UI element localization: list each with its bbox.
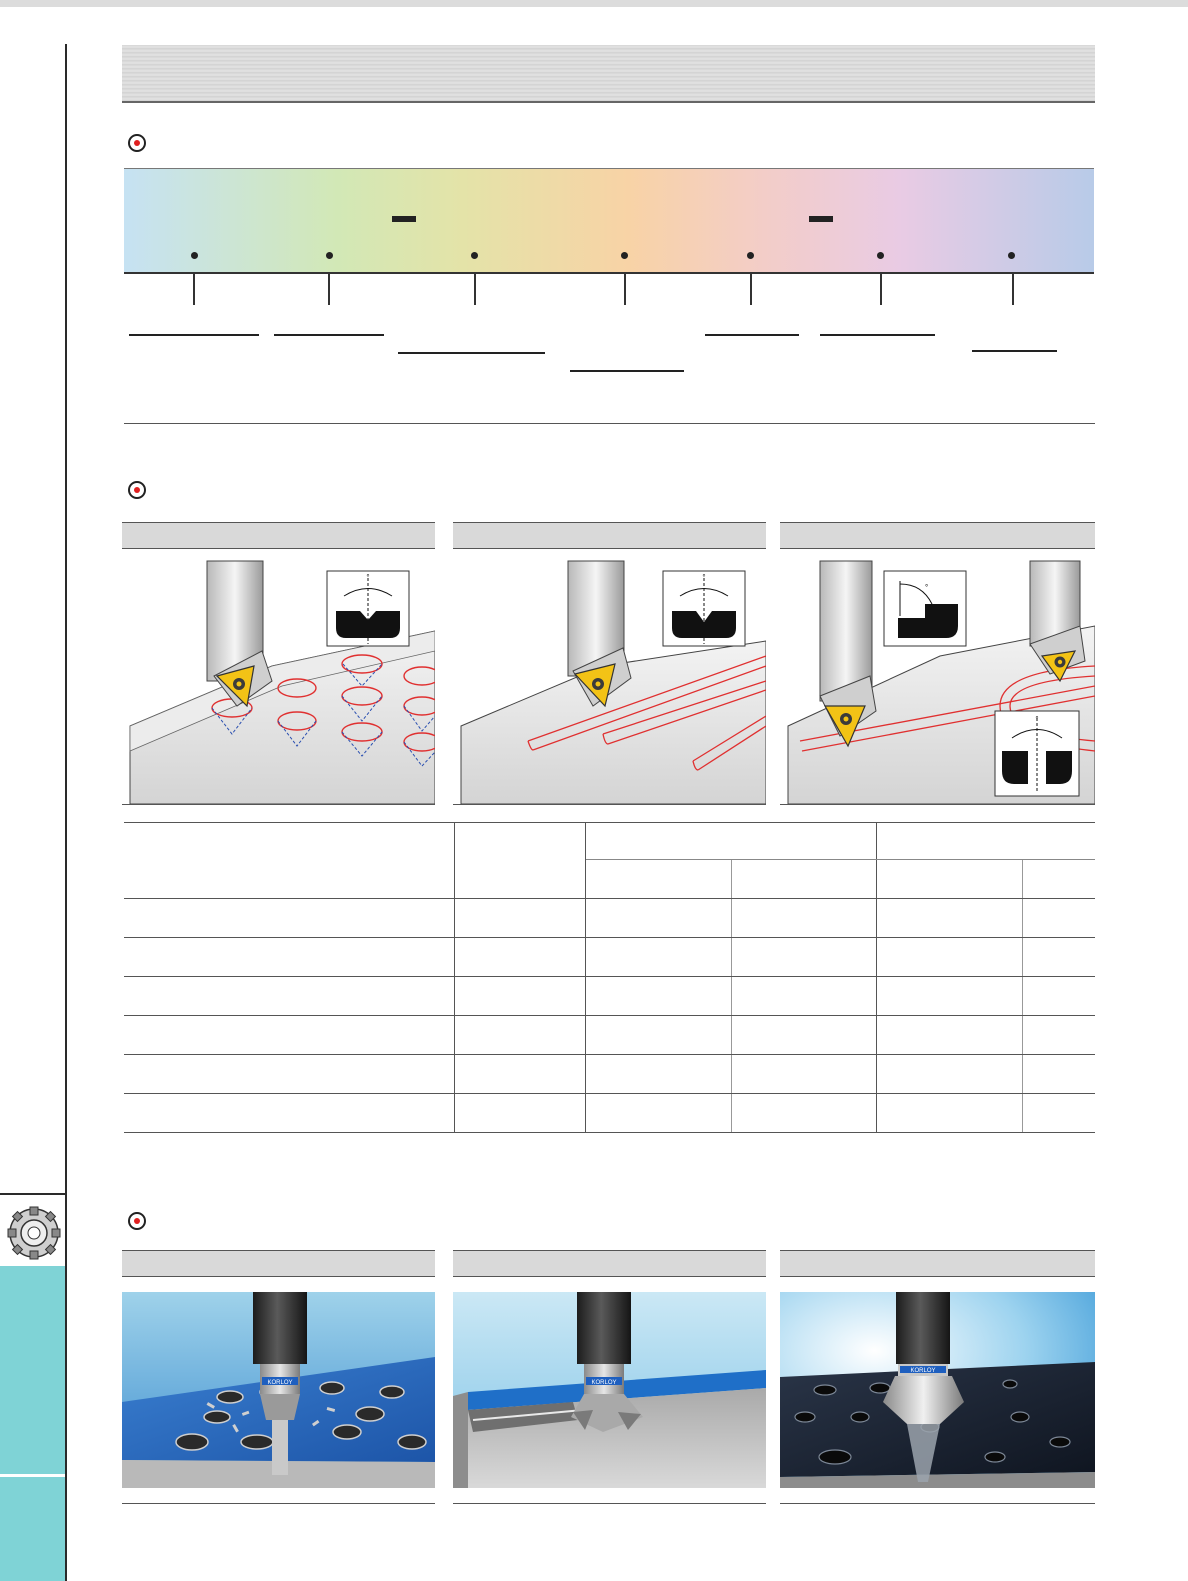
top-bar [0, 0, 1188, 7]
table-cell [455, 1016, 586, 1055]
table-cell [124, 938, 455, 977]
table-header-cell [586, 823, 877, 860]
angle-label: ° [702, 573, 706, 582]
spectrum-point [621, 252, 628, 259]
table-cell [586, 1016, 732, 1055]
table-subheader-cell [1022, 860, 1095, 899]
spectrum-point [191, 252, 198, 259]
table-cell [731, 977, 877, 1016]
table-cell [877, 1094, 1023, 1133]
table-cell [877, 899, 1023, 938]
table-cell [877, 1055, 1023, 1094]
angle-label: ° [1035, 715, 1039, 724]
table-cell [1022, 899, 1095, 938]
spec-table [124, 822, 1095, 1133]
table-cell [124, 1094, 455, 1133]
material-label-underline [398, 352, 545, 354]
leader-line [193, 272, 195, 305]
spectrum-point [877, 252, 884, 259]
spectrum-point [1008, 252, 1015, 259]
table-cell [1022, 1016, 1095, 1055]
table-header-cell [877, 823, 1095, 860]
angle-label: ° [925, 583, 929, 592]
sidebar-divider [65, 44, 67, 1581]
table-cell [731, 1055, 877, 1094]
material-label-underline [274, 334, 384, 336]
photo-back-chamfer [780, 1292, 1095, 1488]
application-illustration-back-chamfer [780, 556, 1095, 805]
application-illustration-chamfer-edges [453, 556, 766, 805]
spectrum-point [326, 252, 333, 259]
bullet-icon [128, 481, 146, 499]
material-label-underline [972, 350, 1057, 352]
table-cell [124, 1016, 455, 1055]
table-cell [1022, 1094, 1095, 1133]
table-cell [124, 977, 455, 1016]
leader-line [474, 272, 476, 305]
range-marker [809, 216, 833, 222]
page-header [122, 45, 1095, 103]
photo-chamfer-holes [122, 1292, 435, 1488]
table-header-row [124, 823, 1095, 860]
application-header [453, 522, 766, 549]
leader-line [328, 272, 330, 305]
table-cell [731, 899, 877, 938]
photo-header [122, 1250, 435, 1277]
sidebar-tab-divider [0, 1474, 65, 1477]
bullet-icon [128, 1212, 146, 1230]
table-cell [124, 1055, 455, 1094]
table-subheader-cell [586, 860, 732, 899]
table-cell [455, 1094, 586, 1133]
photo-header [453, 1250, 766, 1277]
photo-chamfer-edges [453, 1292, 766, 1488]
table-cell [731, 1016, 877, 1055]
brand-label: KORLOY [910, 1368, 936, 1374]
table-cell [731, 1094, 877, 1133]
leader-line [624, 272, 626, 305]
application-header [780, 522, 1095, 549]
table-header-cell [455, 823, 586, 899]
bullet-icon [128, 134, 146, 152]
table-cell [124, 899, 455, 938]
application-illustration-chamfer-holes [122, 556, 435, 805]
table-subheader-cell [877, 860, 1023, 899]
sidebar-rule [0, 1193, 66, 1195]
table-cell [455, 977, 586, 1016]
table-cell [1022, 977, 1095, 1016]
brand-label: KORLOY [267, 1380, 293, 1386]
table-header-cell [124, 823, 455, 899]
table-cell [586, 977, 732, 1016]
table-cell [586, 899, 732, 938]
table-cell [731, 938, 877, 977]
material-spectrum [124, 168, 1094, 274]
section-divider [124, 423, 1095, 424]
angle-label: ° [366, 573, 370, 582]
photo-header [780, 1250, 1095, 1277]
material-label-underline [705, 334, 799, 336]
table-cell [1022, 938, 1095, 977]
table-row [124, 1094, 1095, 1133]
application-header [122, 522, 435, 549]
table-cell [877, 977, 1023, 1016]
table-subheader-cell [731, 860, 877, 899]
range-marker [392, 216, 416, 222]
table-row [124, 977, 1095, 1016]
table-cell [877, 938, 1023, 977]
table-cell [455, 1055, 586, 1094]
brand-label: KORLOY [591, 1380, 617, 1386]
leader-line [1012, 272, 1014, 305]
photo-divider [122, 1503, 435, 1504]
material-label-underline [570, 370, 684, 372]
leader-line [750, 272, 752, 305]
table-cell [586, 1094, 732, 1133]
table-row [124, 1016, 1095, 1055]
material-label-underline [820, 334, 935, 336]
leader-line [880, 272, 882, 305]
table-cell [455, 899, 586, 938]
table-row [124, 938, 1095, 977]
table-cell [586, 1055, 732, 1094]
face-mill-cutter-icon [6, 1205, 62, 1261]
spectrum-point [471, 252, 478, 259]
table-cell [586, 938, 732, 977]
photo-divider [780, 1503, 1095, 1504]
spectrum-point [747, 252, 754, 259]
material-label-underline [129, 334, 259, 336]
photo-divider [453, 1503, 766, 1504]
sidebar-tab[interactable] [0, 1266, 65, 1581]
table-cell [455, 938, 586, 977]
table-cell [877, 1016, 1023, 1055]
table-cell [1022, 1055, 1095, 1094]
table-row [124, 899, 1095, 938]
table-row [124, 1055, 1095, 1094]
